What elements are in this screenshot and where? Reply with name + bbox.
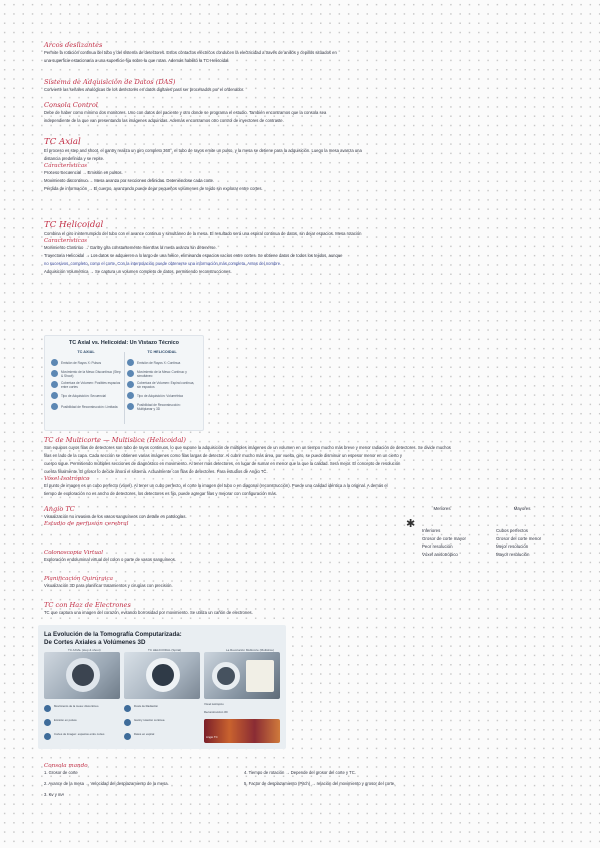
list-item: Inferiores (422, 528, 441, 533)
feature-text: Tipo de Adquisición: Volumétrica (137, 393, 183, 398)
subheading-caracteristicas: Características (44, 238, 88, 244)
section-colono (44, 550, 394, 564)
text-line: cuenta finalmente. El grosor lo decide ahora el sistema. Actualmente con filas de detectores. Para estudios de Angio TC. (44, 469, 268, 474)
text-line: TC que captura una imagen del corazón, evitando borrosidad por movimiento. Se utiliza un cañón de electrones. (44, 610, 253, 615)
feature-text: Emisión de Rayos X: Continua (137, 360, 181, 365)
section-axial (44, 137, 564, 193)
heading-electron: TC con Haz de Electrones (44, 601, 131, 609)
heading-planificacion: Planificación Quirúrgica (44, 576, 113, 582)
section-consola-mando (44, 763, 564, 809)
heading-axial: TC Axial (44, 137, 81, 147)
cube-icon (127, 392, 134, 399)
feature-text: Posibilidad de Reconstrucción: Multiplanar y 3D (137, 402, 181, 411)
list-item: Grosor de corte mayor (422, 536, 466, 541)
axial-column (51, 350, 121, 426)
table-icon (127, 370, 134, 377)
text-line: distancia predefinida y se repite. (44, 156, 105, 161)
scanner-image (44, 652, 120, 699)
card-title-line: De Cortes Axiales a Volúmenes 3D (44, 639, 146, 646)
pulse-icon (44, 719, 51, 726)
list-item: Peor resolución (422, 544, 453, 549)
comparison-card (44, 335, 204, 431)
wave-icon (127, 359, 134, 366)
list-item: Proceso Secuencial → Emisión en pulsos. (44, 170, 123, 175)
feature-row (51, 368, 121, 379)
right-list (496, 527, 560, 559)
note-text: Cortes de Imagen: espacios entre cortes (54, 732, 105, 736)
text-line: tiempo de exploración no es ancho de detectores, los detectores es fijo, puede agregar filas y mejorar con configuración más. (44, 491, 278, 496)
mando-list (44, 769, 564, 809)
note-text: Dosis de Radiación (134, 704, 159, 708)
helicoidal-column (127, 350, 197, 426)
list-item: Mayor resolución (496, 552, 530, 557)
list-item: Grosor del corte menor (496, 536, 542, 541)
text-line: una superficie estacionaria a una superficie fija sobre la que rotan. Además habilitó la TC Helicoidal. (44, 58, 230, 63)
section-consola (44, 101, 564, 125)
text-line: Visualización no invasiva de los vasos sanguíneos con detalle en patologías. (44, 514, 187, 519)
heading-consola-mando: Consola mando (44, 763, 88, 769)
list-item: Cubos perfectos (496, 528, 528, 533)
scanner-image (204, 652, 280, 699)
col-head-left: Menores (433, 506, 451, 511)
feature-row (51, 401, 121, 412)
text-line: cuerpo sigue. Permitiendo múltiples secciones de diagnóstico en movimiento. Al tener más detectores, en lugar de sumar en menor que la que la calidad. Será mejor. El concepto de resolución (44, 461, 401, 466)
text-line: filas en lado de la capa. Cada sección se obtienen varias imágenes como filas largas de detector. Al cubrir mucho más área, por vuelta, giro, se puede disminuir un espesor menor en un cierto y (44, 453, 402, 458)
feature-row (127, 390, 197, 401)
panel-label: TC HELICOIDAL (Spiral) (148, 648, 182, 652)
list-item: 1. Grosor de corte (44, 770, 78, 775)
list-item: Mejor resolución (496, 544, 529, 549)
gantry-shape (212, 662, 240, 690)
card-title (44, 631, 286, 647)
heading-colono: Colonoscopia Virtual (44, 550, 104, 556)
sequence-icon (51, 392, 58, 399)
list-item: Pérdida de información → El cuerpo, avanzando puede dejar pequeños volúmenes de tejido sin explorar entre cortes. (44, 186, 263, 191)
feature-text: Tipo de Adquisición: Secuencial (61, 393, 106, 398)
section-planificacion (44, 576, 394, 590)
subheading-caracteristicas: Características (44, 163, 88, 169)
list-item: Movimiento Continuo → Gantry gira constantemente mientras la mesa avanza sin detenerse. (44, 245, 217, 250)
text-line: Combina el giro ininterrumpido del tubo con el avance continuo y simultáneo de la mesa. El resultado será una espiral continua de datos, sin dejar espacios. Mesa rotación (44, 231, 362, 236)
list-item: Adquisición Volumétrica → Se captura un volumen completo de datos, permitiendo reconstrucciones. (44, 269, 232, 274)
section-electron (44, 601, 564, 617)
text-line: independiente de la que van presentando las imágenes adquiridas. Además encontramos otro control de inyectores de contraste. (44, 118, 284, 123)
text-line: Son equipos cuyos filas de detectores son tubo de rayos continuos, lo que supone la adquisición de múltiples imágenes de un volumen en un tiempo mucho más breve y menor radiación de detectores. Se divide muchos (44, 445, 451, 450)
feature-text: Posibilidad de Reconstrucción: Limitada (61, 404, 118, 409)
text-line: Permite la rotación continua del tubo y del sistema de detectores. Estos contactos eléctricos conducen la electricidad a través de anillos y cepillos situados en (44, 50, 337, 55)
scanner-image (124, 652, 200, 699)
list-item: 4. Tiempo de rotación → Depende del grosor del corte y TC. (244, 770, 356, 775)
text-line: Debe de haber como mínimo dos monitores. Uno con datos del paciente y otro donde se programa el estudio. También encontramos que la consola sea (44, 110, 327, 115)
section-arcos (44, 41, 564, 65)
table-icon (51, 370, 58, 377)
heading-das: Sistema de Adquisición de Datos (DAS) (44, 78, 176, 86)
text-line: Convierte las señales analógicas de los detectores en datos digitales para ser procesados por el ordenador. (44, 87, 245, 92)
panel-label: TC AXIAL (step & shoot) (68, 648, 101, 652)
heading-consola: Consola Control (44, 101, 98, 109)
heading-arcos: Arcos deslizantes (44, 41, 103, 49)
pulse-icon (51, 359, 58, 366)
card-title: TC Axial vs. Helicoidal: Un Vistazo Técnico (69, 340, 179, 346)
note-text: Emisión en pulsos (54, 718, 77, 722)
list-item: no sucesivos, completo, como el corte. Con la interpolación puede obtenerse una información más completa. Antes del nombre. (44, 261, 282, 266)
feature-text: Emisión de Rayos X: Pulsos (61, 360, 102, 365)
left-list (422, 527, 482, 559)
note-text: Reconstrucción 3D (204, 710, 228, 714)
feature-text: Cobertura de Volumen: Posibles espacios entre cortes (61, 380, 121, 389)
feature-row (51, 357, 121, 368)
list-item: 3. Kv y mA (44, 792, 65, 797)
spiral-icon (127, 381, 134, 388)
evolution-card (38, 625, 286, 749)
list-item: Trayectoria Helicoidal → Los datos se adquieren a lo largo de una hélice, eliminando espacios vacíos entre cortes. Se obtiene datos de todos los tejidos, aunque (44, 253, 343, 258)
feature-row (127, 379, 197, 390)
rotation-icon (124, 719, 131, 726)
section-das (44, 78, 564, 94)
feature-text: Movimiento de la Mesa: Discontinuo (Step & Shoot) (61, 369, 121, 378)
card-title-line: La Evolución de la Tomografía Computarizada: (44, 631, 182, 638)
feature-row (51, 390, 121, 401)
text-line: Exploración endoluminal virtual del colon o parte de vasos sanguíneos. (44, 557, 176, 562)
section-angio (44, 505, 394, 527)
subheading-perfusion: Estudio de perfusión cerebral (44, 521, 129, 527)
gantry-shape (66, 658, 100, 692)
heading-angio: Angio TC (44, 505, 75, 513)
card-divider (124, 352, 125, 424)
feature-row (127, 357, 197, 368)
feature-row (127, 368, 197, 379)
section-multicorte (44, 436, 564, 498)
reconstruction-icon (51, 403, 58, 410)
info-icon (44, 705, 51, 712)
subheading-voxel: Vóxel Isotrópico (44, 476, 90, 482)
panel-label: La Revolución Multicorte (Multislice) (226, 648, 275, 652)
col-head-right: Mayores (513, 506, 531, 511)
volume-icon (51, 381, 58, 388)
spiral-icon (124, 733, 131, 740)
text-line: Visualización 3D para planificar tratamientos y cirugías con precisión. (44, 583, 173, 588)
feature-row (51, 379, 121, 390)
column-title: TC AXIAL (77, 350, 95, 354)
column-title: TC HELICOIDAL (147, 350, 177, 354)
feature-text: Movimiento de la Mesa: Continuo y simultáneo (137, 369, 187, 378)
arrow-icon: ✱ (406, 518, 416, 530)
list-item: 5. Factor de desplazamiento (Pitch) → relación del movimiento y grosor del corte. (244, 781, 396, 786)
note-text: Vóxel isotrópico (204, 702, 224, 706)
note-text: Datos en espiral (134, 732, 155, 736)
screen-shape (246, 660, 274, 692)
dose-icon (124, 705, 131, 712)
text-line: El proceso es step and shoot, el gantry realiza un giro completo 360°, el tubo de rayos emite un pulso, y la mesa se detiene para la adquisición. Luego la mesa avanza una (44, 148, 362, 153)
list-item: 2. Avance de la mesa → Velocidad del desplazamiento de la mesa. (44, 781, 169, 786)
feature-row (127, 401, 197, 412)
heading-helicoidal: TC Helicoidal (44, 220, 104, 230)
list-item: Movimiento discontinuo → Mesa avanza por secciones definidas. Deteniéndose cada corte. (44, 178, 215, 183)
feature-text: Cobertura de Volumen: Espiral continua, sin espacios (137, 380, 195, 389)
slice-icon (44, 733, 51, 740)
gantry-shape (146, 658, 180, 692)
note-text: Movimiento de la mesa: discontinuo (54, 704, 99, 708)
section-helicoidal (44, 220, 564, 276)
list-item: Vóxel anisotrópico (422, 552, 458, 557)
note-text: Gantry rotación continua (134, 718, 165, 722)
3d-icon (127, 403, 134, 410)
heading-multicorte: TC de Multicorte — Multislice (Helicoidal) (44, 436, 186, 444)
note-text: Angio TC (206, 735, 218, 739)
text-line: El punto de imagen es un cubo perfecto (vóxel). Al tener un cubo perfecto, el corte la imagen del tubo o en diagonal (reconstrucción). Puede una calidad idéntica a la original. A demás el (44, 483, 388, 488)
